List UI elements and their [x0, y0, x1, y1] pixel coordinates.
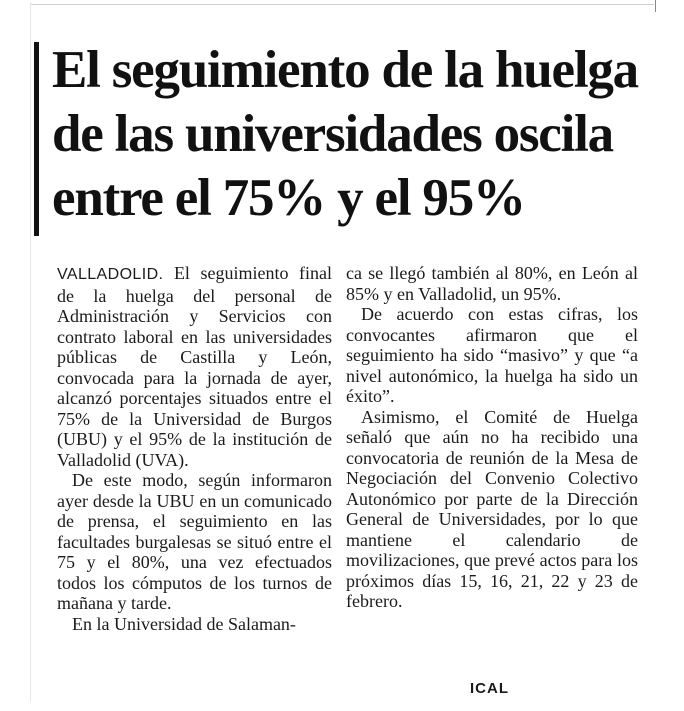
top-rule — [30, 4, 654, 5]
article-paragraph — [57, 263, 332, 470]
dateline: VALLADOLID. — [57, 266, 164, 283]
article-column-left — [57, 263, 332, 634]
article-paragraph: En la Universidad de Salaman- — [72, 613, 296, 634]
corner-rule — [655, 0, 656, 12]
article-paragraph: De este modo, según informaron ayer desde la UBU en un comunicado de prensa, el seguimiento en las facultades burgalesas se situó entre el 75 y el 80%, una vez efectuados todos los cómputos de los turnos de mañana y tarde. — [57, 470, 332, 613]
paragraph-text: El seguimiento final de la huelga del personal de Administración y Servicios con contrato laboral en las universidades públicas de Castilla y León, convocada para la jornada de ayer, alcanzó porcentajes situados entre el 75% de la Universidad de Burgos (UBU) y el 95% de la institución de Valladolid (UVA). — [57, 263, 333, 470]
article-paragraph: Asimismo, el Comité de Huelga señaló que aún no ha recibido una convocatoria de reunión de la Mesa de Negociación del Convenio Colectivo Autonómico por parte de la Dirección General de Universidades, por lo que mantiene el calendario de movilizaciones, que prevé actos para los próximos días 15, 16, 21, 22 y 23 de febrero. — [346, 406, 638, 611]
article-paragraph: ca se llegó también al 80%, en León al 85% y en Valladolid, un 95%. — [346, 263, 638, 304]
headline: El seguimiento de la huelga de las universidades oscila entre el 75% y el 95% — [52, 41, 638, 227]
article-column-right — [346, 263, 638, 612]
agency-credit: ICAL — [470, 680, 509, 697]
article-paragraph: De acuerdo con estas cifras, los convocantes afirmaron que el seguimiento ha sido “masivo” y que “a nivel autonómico, la huelga ha sido un éxito”. — [346, 304, 638, 406]
headline-accent-bar — [34, 42, 39, 236]
clipping-edge — [30, 2, 31, 702]
